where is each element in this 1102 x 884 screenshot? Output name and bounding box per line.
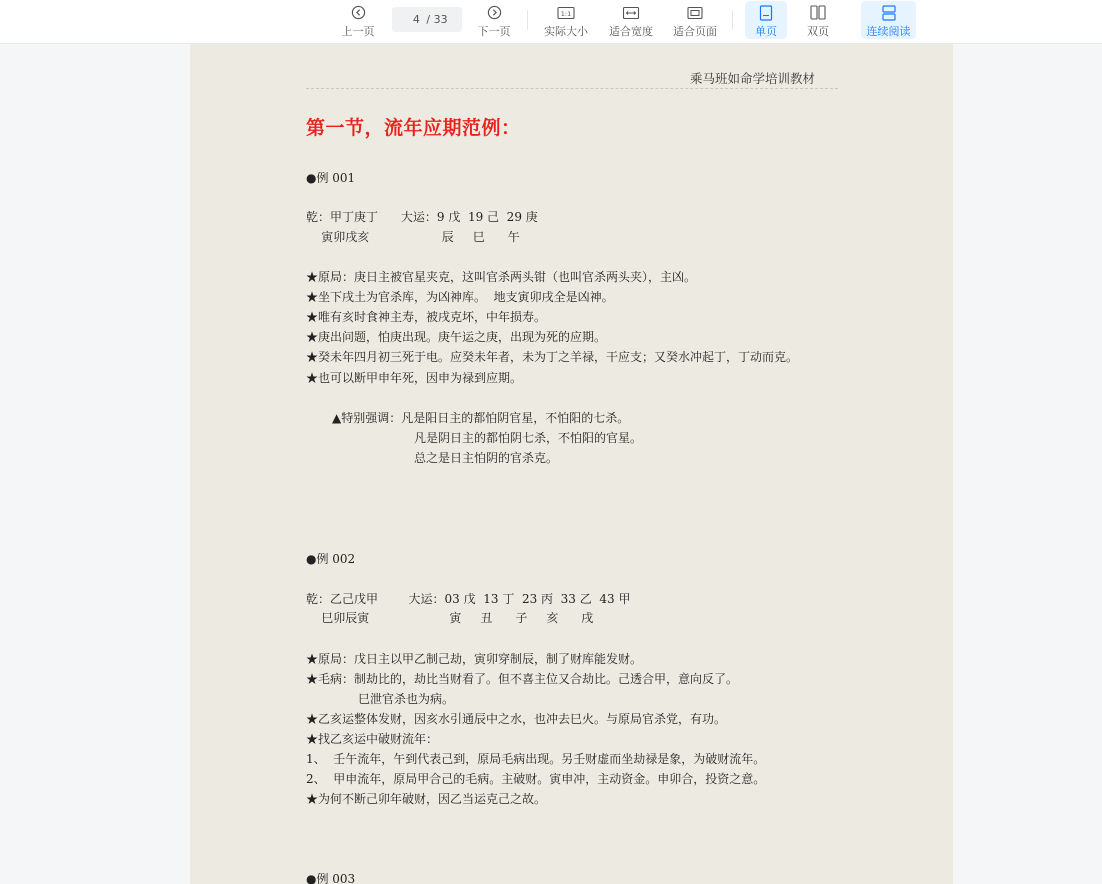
- chevron-left-icon: [351, 4, 366, 21]
- analysis-line: ★癸未年四月初三死于电。应癸未年者，未为丁之羊禄，干应支；又癸水冲起丁，丁动而克。: [306, 350, 799, 364]
- emphasis-note: ▲特别强调：凡是阳日主的都怕阴官星，不怕阳的七杀。: [332, 411, 630, 425]
- actual-size-button[interactable]: [541, 3, 591, 39]
- document-page: [190, 44, 953, 884]
- page-number-input[interactable]: 4: [412, 13, 420, 26]
- analysis-line: 2、 甲申流年，原局甲合己的毛病。主破财。寅申冲，主动资金。申卯合，投资之意。: [306, 772, 766, 786]
- bazi-chart-line: 乾：甲丁庚丁 大运：9 戊 19 己 29 庚: [306, 210, 538, 224]
- analysis-line: ★找乙亥运中破财流年：: [306, 732, 439, 746]
- viewer-toolbar: [0, 0, 1102, 44]
- bazi-chart-line: 乾：乙己戊甲 大运：03 戊 13 丁 23 丙 33 乙 43 甲: [306, 592, 631, 606]
- analysis-line: 巳泄官杀也为病。: [358, 692, 455, 706]
- fit-width-icon: [622, 4, 640, 21]
- prev-page-button[interactable]: [338, 3, 378, 39]
- single-page-icon: [759, 4, 773, 21]
- example-title: ●例 001: [306, 171, 356, 185]
- continuous-reading-label: 连续阅读: [866, 25, 911, 38]
- next-page-label: 下一页: [477, 25, 511, 38]
- continuous-reading-icon: [881, 4, 897, 21]
- single-page-label: 单页: [755, 25, 777, 38]
- next-page-button[interactable]: [474, 3, 514, 39]
- analysis-line: ★乙亥运整体发财，因亥水引通辰中之水，也冲去巳火。与原局官杀党，有功。: [306, 712, 727, 726]
- example-title: ●例 002: [306, 552, 356, 566]
- continuous-reading-button[interactable]: [861, 1, 916, 39]
- example-title: ●例 003: [306, 872, 356, 884]
- bazi-chart-line: 寅卯戌亥 辰 巳 午: [306, 230, 520, 244]
- analysis-line: ★也可以断甲申年死，因申为禄到应期。: [306, 371, 523, 385]
- analysis-line: ★庚出问题，怕庚出现。庚午运之庚，出现为死的应期。: [306, 330, 607, 344]
- actual-size-icon: [557, 4, 575, 21]
- fit-page-button[interactable]: [670, 3, 720, 39]
- toolbar-divider: [732, 10, 733, 30]
- header-divider: [306, 88, 838, 89]
- fit-page-label: 适合页面: [673, 25, 717, 38]
- analysis-line: ★为何不断己卯年破财，因乙当运克己之故。: [306, 792, 547, 806]
- prev-page-label: 上一页: [341, 25, 375, 38]
- fit-width-label: 适合宽度: [609, 25, 653, 38]
- page-total: / 33: [426, 13, 448, 26]
- double-page-label: 双页: [807, 25, 829, 38]
- fit-page-icon: [686, 4, 704, 21]
- double-page-button[interactable]: [797, 3, 839, 39]
- analysis-line: ★原局：戊日主以甲乙制己劫，寅卯穿制辰，制了财库能发财。: [306, 652, 643, 666]
- analysis-line: 1、 壬午流年，午到代表己到，原局毛病出现。另壬财虚而坐劫禄是象，为破财流年。: [306, 752, 766, 766]
- analysis-line: ★原局：庚日主被官星夹克，这叫官杀两头钳（也叫官杀两头夹），主凶。: [306, 270, 697, 284]
- single-page-button[interactable]: [745, 1, 787, 39]
- svg-text:1:1: 1:1: [560, 9, 572, 18]
- toolbar-divider: [527, 10, 528, 30]
- chevron-right-icon: [487, 4, 502, 21]
- actual-size-label: 实际大小: [544, 25, 588, 38]
- emphasis-note: 总之是日主怕阴的官杀克。: [414, 451, 559, 465]
- page-header-text: 乘马班如命学培训教材: [690, 71, 816, 86]
- section-title: 第一节，流年应期范例：: [306, 117, 521, 139]
- emphasis-note: 凡是阴日主的都怕阴七杀，不怕阳的官星。: [414, 431, 643, 445]
- analysis-line: ★坐下戌土为官杀库，为凶神库。 地支寅卯戌全是凶神。: [306, 290, 614, 304]
- fit-width-button[interactable]: [606, 3, 656, 39]
- analysis-line: ★唯有亥时食神主寿，被戌克坏，中年损寿。: [306, 310, 547, 324]
- double-page-icon: [810, 4, 826, 21]
- analysis-line: ★毛病：制劫比的，劫比当财看了。但不喜主位又合劫比。己透合甲，意向反了。: [306, 672, 739, 686]
- page-number-box[interactable]: [392, 7, 462, 32]
- bazi-chart-line: 巳卯辰寅 寅 丑 子 亥 戌: [306, 611, 594, 625]
